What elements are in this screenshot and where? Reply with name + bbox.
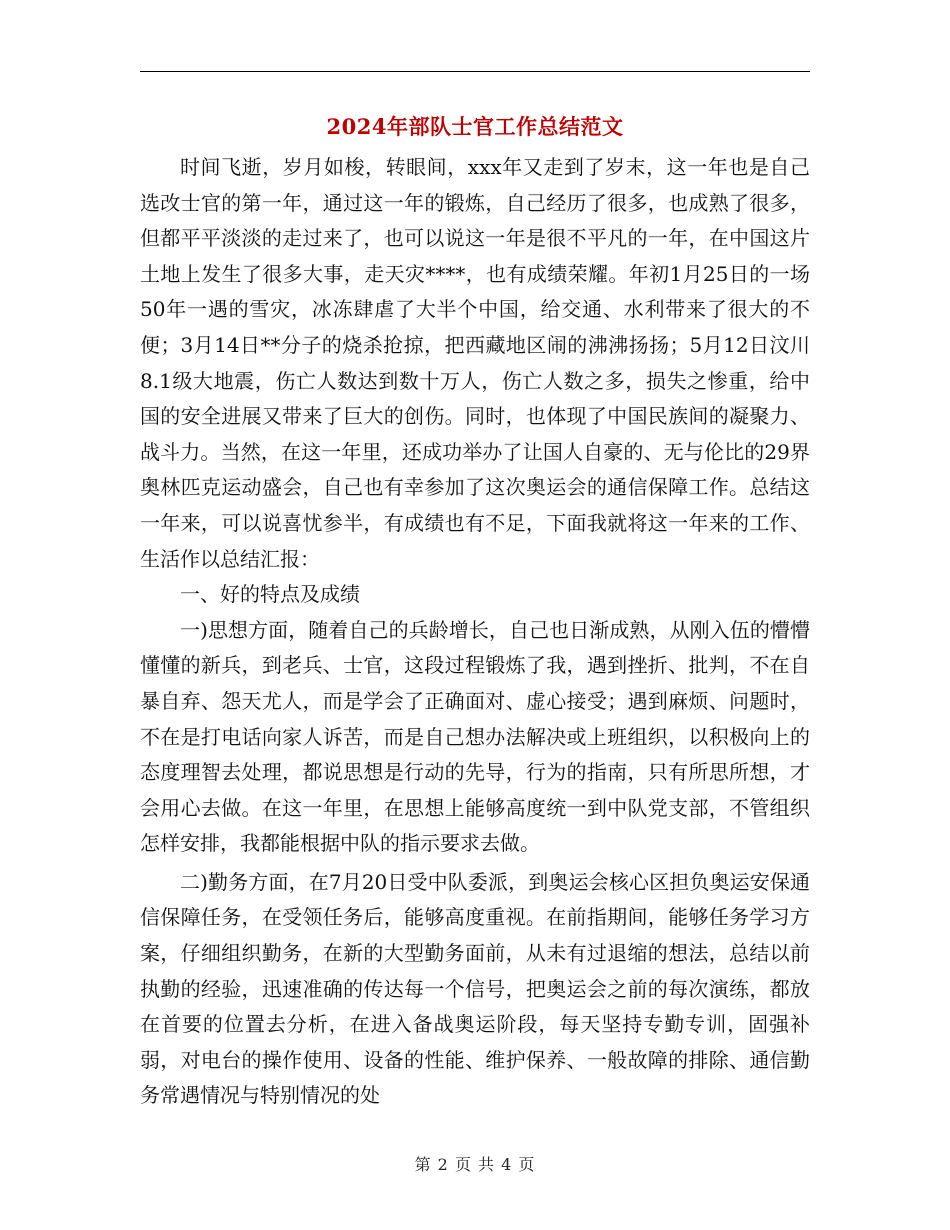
document-body [140,150,810,1114]
paragraph-thought: 一)思想方面，随着自己的兵龄增长，自己也日渐成熟，从刚入伍的懵懵懂懂的新兵，到老兵、士官，这段过程锻炼了我，遇到挫折、批判，不在自暴自弃、怨天尤人，而是学会了正确面对、虚心接受；遇到麻烦、问题时，不在是打电话向家人诉苦，而是自己想办法解决或上班组织，以积极向上的态度理智去处理，都说思想是行动的先导，行为的指南，只有所思所想，才会用心去做。在这一年里，在思想上能够高度统一到中队党支部，不管组织怎样安排，我都能根据中队的指示要求去做。 [140,617,810,856]
header-rule [140,71,810,72]
paragraph-duty: 二)勤务方面，在7月20日受中队委派，到奥运会核心区担负奥运安保通信保障任务，在受领任务后，能够高度重视。在前指期间，能够任务学习方案，仔细组织勤务，在新的大型勤务面前，从未有过退缩的想法，总结以前执勤的经验，迅速准确的传达每一个信号，把奥运会之前的每次演练，都放在首要的位置去分析，在进入备战奥运阶段，每天坚持专勤专训，固强补弱，对电台的操作使用、设备的性能、维护保养、一般故障的排除、通信勤务常遇情况与特别情况的处 [140,869,810,1108]
document-title: 2024年部队士官工作总结范文 [326,114,624,139]
paragraph-intro: 时间飞逝，岁月如梭，转眼间，xxx年又走到了岁末，这一年也是自己选改士官的第一年，通过这一年的锻炼，自己经历了很多，也成熟了很多，但都平平淡淡的走过来了，也可以说这一年是很不平凡的一年，在中国这片土地上发生了很多大事，走天灾****，也有成绩荣耀。年初1月25日的一场50年一遇的雪灾，冰冻肆虐了大半个中国，给交通、水利带来了很大的不便；3月14日**分子的烧杀抢掠，把西藏地区闹的沸沸扬扬；5月12日汶川8.1级大地震，伤亡人数达到数十万人，伤亡人数之多，损失之惨重，给中国的安全进展又带来了巨大的创伤。同时，也体现了中国民族间的凝聚力、战斗力。当然，在这一年里，还成功举办了让国人自豪的、无与伦比的29界奥林匹克运动盛会，自己也有幸参加了这次奥运会的通信保障工作。总结这一年来，可以说喜忧参半，有成绩也有不足，下面我就将这一年来的工作、生活作以总结汇报： [140,155,810,571]
section-heading: 一、好的特点及成绩 [180,582,360,607]
page-number-footer: 第 2 页 共 4 页 [414,1155,536,1174]
